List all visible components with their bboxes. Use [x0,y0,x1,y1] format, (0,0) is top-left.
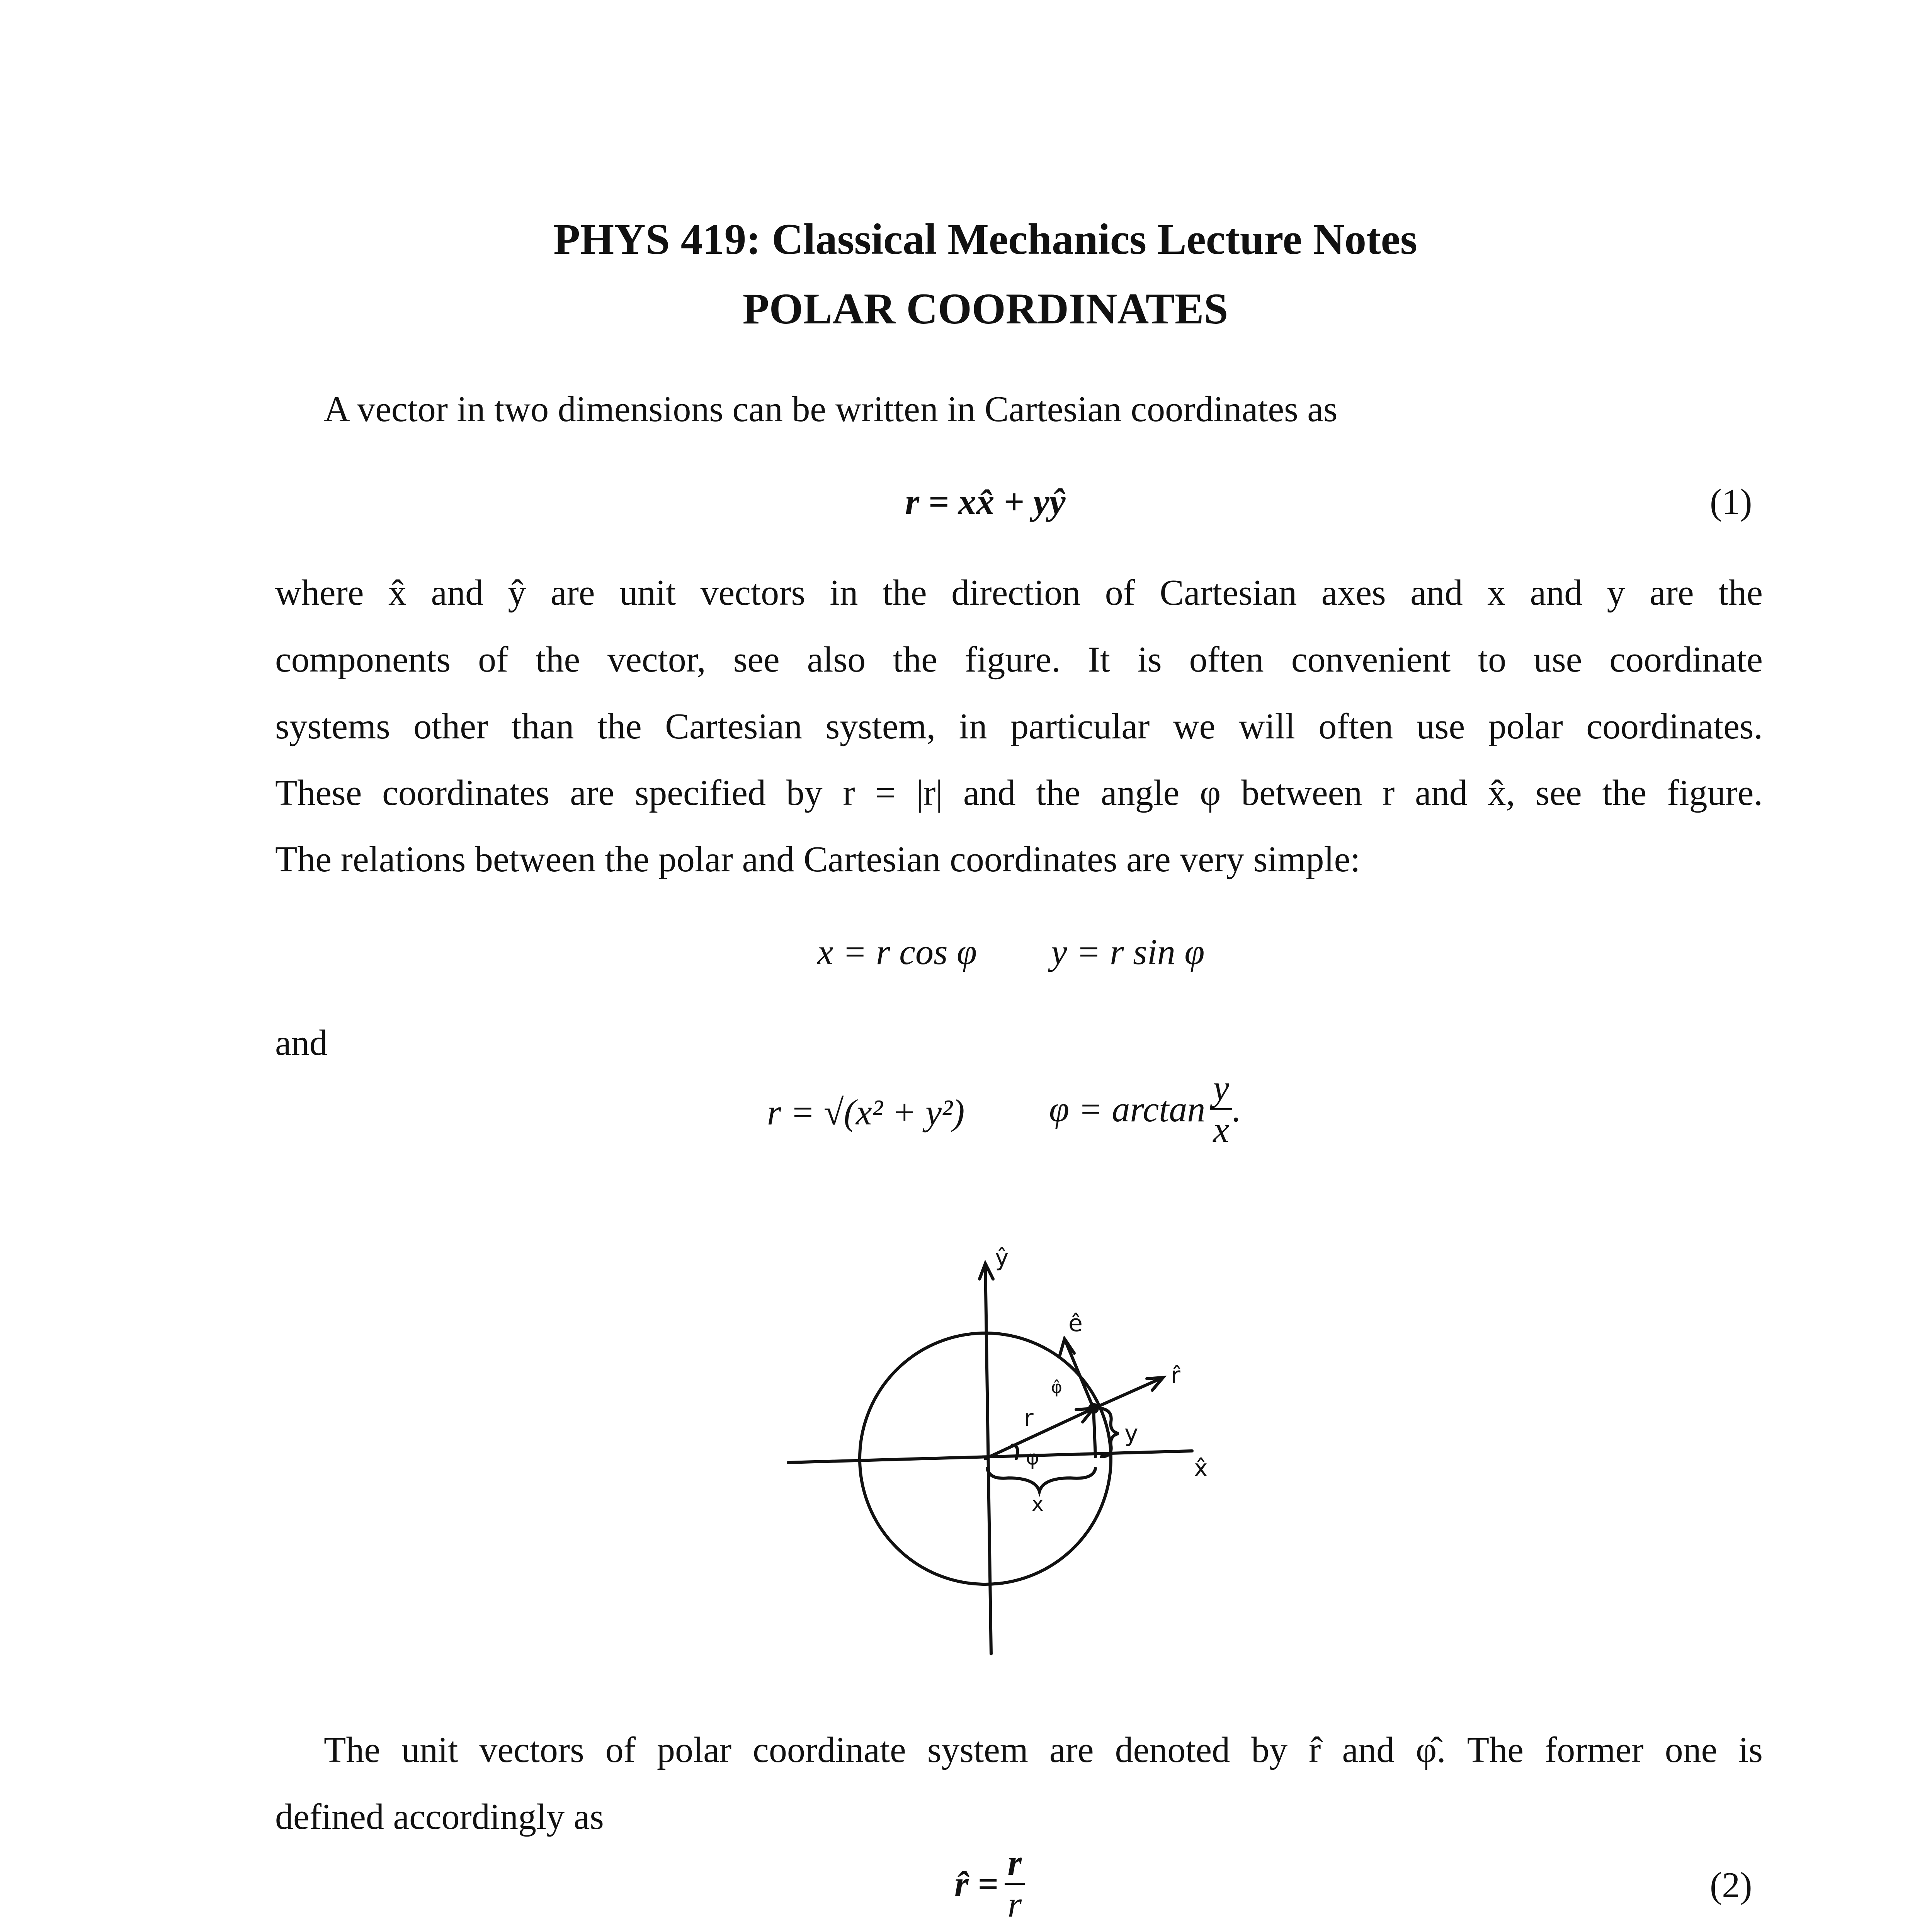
paragraph-line: The unit vectors of polar coordinate system are denoted by r̂ and φ̂. The former one is [324,1730,1763,1770]
projection-line [1094,1408,1095,1457]
equation-phi-def [1049,1068,1242,1150]
paragraph-line: defined accordingly as [275,1797,604,1837]
equation-x-cos: x = r cos φ [817,932,977,972]
paragraph-line: These coordinates are specified by r = |r| and the angle φ between r and x̂, see the figure. [275,773,1763,813]
label-x: x [1032,1493,1044,1516]
phi-def-fraction [1210,1068,1232,1150]
phi-def-period: . [1232,1089,1242,1129]
label-xhat: x̂ [1194,1455,1208,1482]
label-yhat: ŷ [995,1244,1009,1271]
label-phihat-small: φ̂ [1051,1378,1063,1397]
equation-1: r = xx̂ + yŷ [905,482,1066,522]
label-y: y [1124,1420,1138,1447]
phi-def-left: φ = arctan [1049,1089,1206,1129]
label-ehat: ê [1068,1310,1083,1337]
eq2-denominator: r [1007,1884,1022,1925]
label-phi: φ [1026,1446,1039,1469]
equation-1-number: (1) [1710,482,1752,522]
r-vector [985,1408,1094,1459]
paragraph-intro: A vector in two dimensions can be written in Cartesian coordinates as [324,389,1338,429]
x-brace [987,1468,1095,1492]
equation-r-def: r = √(x² + y²) [767,1092,965,1133]
page-title: PHYS 419: Classical Mechanics Lecture Notes [553,215,1417,264]
paragraph-line: The relations between the polar and Cartesian coordinates are very simple: [275,839,1361,879]
label-r: r [1024,1405,1034,1432]
point-dot [1088,1403,1099,1414]
paragraph-line: components of the vector, see also the figure. It is often convenient to use coordinate [275,639,1763,680]
phihat-arrow [1065,1339,1094,1408]
equation-2-number: (2) [1710,1865,1752,1905]
equation-2 [954,1843,1025,1925]
paragraph-line: where x̂ and ŷ are unit vectors in the direction of Cartesian axes and x and y are the [275,573,1763,613]
equation-y-sin: y = r sin φ [1051,932,1205,972]
eq2-fraction [1005,1843,1025,1925]
word-and: and [275,1023,328,1063]
eq2-numerator: r [1005,1843,1025,1885]
rhat-arrow [1094,1378,1163,1408]
phi-def-denominator: x [1213,1110,1230,1150]
label-rhat: r̂ [1171,1362,1180,1389]
phi-def-numerator: y [1210,1068,1232,1110]
paragraph-line: systems other than the Cartesian system, in particular we will often use polar coordinates. [275,706,1763,747]
polar-coordinates-figure [753,1229,1294,1681]
page-subtitle: POLAR COORDINATES [742,285,1228,333]
eq2-left: r̂ = [954,1864,998,1904]
